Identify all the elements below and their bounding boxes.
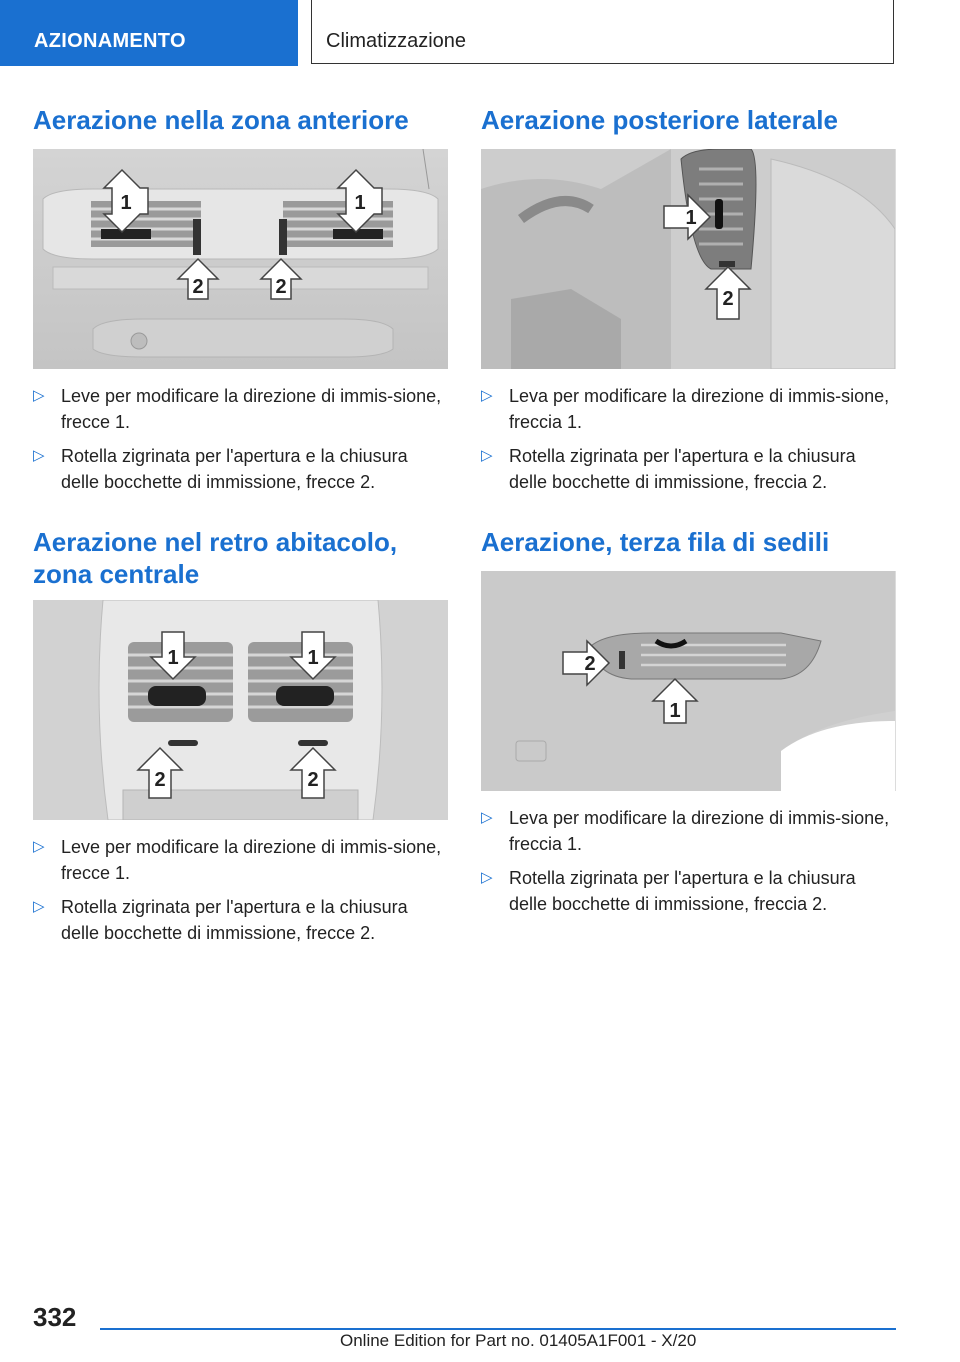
list-item: ▷ Rotella zigrinata per l'apertura e la chiusura delle bocchette di immissione, frecce 2. xyxy=(33,894,448,946)
heading-rear-side-ventilation: Aerazione posteriore laterale xyxy=(481,105,838,135)
triangle-bullet-icon: ▷ xyxy=(481,387,493,404)
callout-label: 1 xyxy=(669,700,681,722)
callout-label: 1 xyxy=(307,647,319,669)
triangle-bullet-icon: ▷ xyxy=(481,447,493,464)
triangle-bullet-icon: ▷ xyxy=(481,809,493,826)
list-item: ▷ Leva per modificare la direzione di immis-sione, freccia 1. xyxy=(481,383,896,435)
section-title: AZIONAMENTO xyxy=(34,30,186,52)
callout-label: 2 xyxy=(275,276,287,298)
callout-label: 2 xyxy=(154,769,166,791)
left-column xyxy=(33,0,448,1000)
triangle-bullet-icon: ▷ xyxy=(33,447,45,464)
list-item: ▷ Leve per modificare la direzione di immis-sione, frecce 1. xyxy=(33,834,448,886)
callout-label: 1 xyxy=(354,192,366,214)
list-item: ▷ Leva per modificare la direzione di immis-sione, freccia 1. xyxy=(481,805,896,857)
rear-center-ventilation-list xyxy=(33,834,448,954)
callout-label: 2 xyxy=(722,288,734,310)
edition-note: Online Edition for Part no. 01405A1F001 - X/20 xyxy=(340,1331,697,1350)
callout-label: 1 xyxy=(167,647,179,669)
callout-label: 1 xyxy=(685,207,697,229)
triangle-bullet-icon: ▷ xyxy=(33,387,45,404)
callout-label: 2 xyxy=(307,769,319,791)
photo-rear-side-vent xyxy=(481,149,896,369)
footer-divider xyxy=(100,1328,896,1330)
list-item: ▷ Rotella zigrinata per l'apertura e la chiusura delle bocchette di immissione, freccia 2. xyxy=(481,443,896,495)
right-column xyxy=(481,0,896,1000)
callout-label: 2 xyxy=(584,653,596,675)
callout-label: 2 xyxy=(192,276,204,298)
triangle-bullet-icon: ▷ xyxy=(33,838,45,855)
photo-third-row-vent xyxy=(481,571,896,791)
triangle-bullet-icon: ▷ xyxy=(33,898,45,915)
callout-label: 1 xyxy=(120,192,132,214)
chapter-title: Climatizzazione xyxy=(326,30,467,52)
heading-front-ventilation: Aerazione nella zona anteriore xyxy=(33,105,409,135)
heading-third-row-ventilation: Aerazione, terza fila di sedili xyxy=(481,527,830,557)
triangle-bullet-icon: ▷ xyxy=(481,869,493,886)
photo-front-vents xyxy=(33,149,448,369)
heading-rear-center-ventilation: Aerazione nel retro abitacolo, zona centrale xyxy=(33,527,398,589)
list-item: ▷ Rotella zigrinata per l'apertura e la chiusura delle bocchette di immissione, frecce 2. xyxy=(33,443,448,495)
list-item: ▷ Rotella zigrinata per l'apertura e la chiusura delle bocchette di immissione, freccia 2. xyxy=(481,865,896,917)
photo-rear-center-vents xyxy=(33,600,448,820)
rear-side-ventilation-list xyxy=(481,383,896,503)
third-row-ventilation-list xyxy=(481,805,896,925)
page-footer xyxy=(0,1290,960,1362)
list-item: ▷ Leve per modificare la direzione di immis-sione, frecce 1. xyxy=(33,383,448,435)
front-ventilation-list xyxy=(33,383,448,503)
page-number: 332 xyxy=(33,1302,77,1332)
